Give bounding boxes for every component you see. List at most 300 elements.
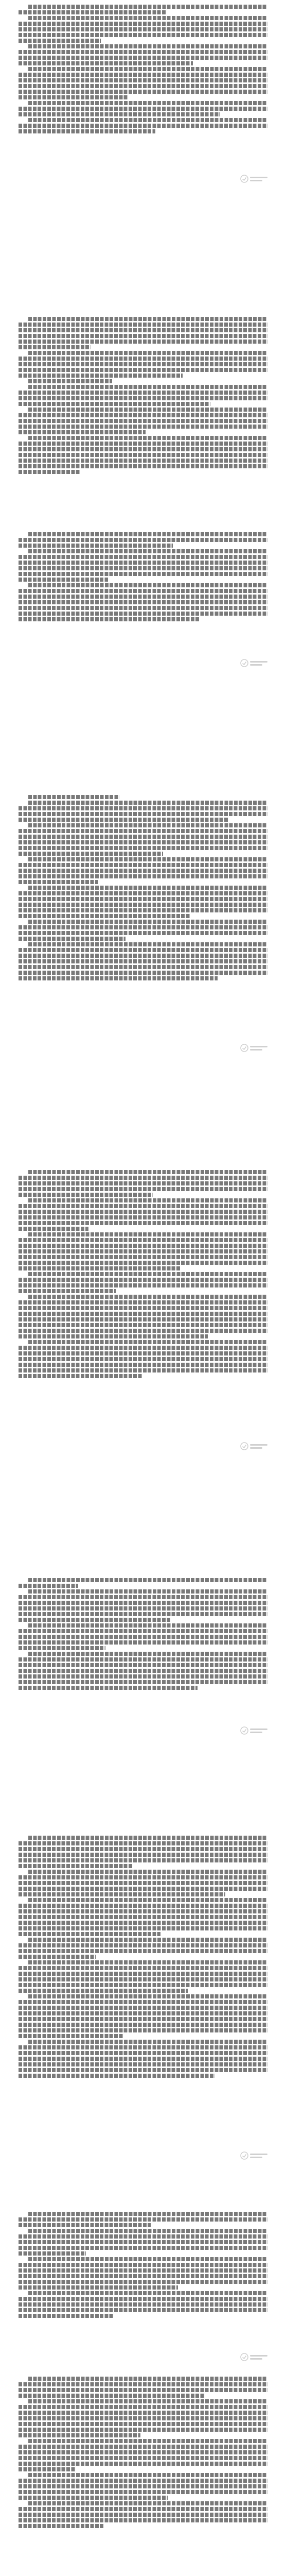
- text-line: [19, 1674, 267, 1679]
- text-line: [19, 1977, 267, 1981]
- text-line: [19, 971, 267, 975]
- text-line: [19, 464, 267, 468]
- paragraph: [0, 1623, 286, 1650]
- paragraph: [0, 436, 286, 474]
- text-line: [19, 2450, 267, 2454]
- text-line: [19, 1657, 267, 1662]
- text-line: [19, 1363, 267, 1367]
- text-line: [19, 2285, 178, 2290]
- text-line: [19, 1374, 143, 1378]
- text-line: [19, 544, 173, 548]
- text-line: [19, 84, 267, 88]
- paragraph: [0, 1198, 286, 1231]
- text-line: [19, 340, 267, 344]
- text-line: [19, 2074, 215, 2078]
- paragraph: [0, 1170, 286, 1197]
- text-line: [19, 470, 81, 474]
- paragraph: [0, 1870, 286, 1896]
- text-line: [19, 2034, 123, 2038]
- text-line: [19, 357, 267, 361]
- text-line: [28, 2212, 267, 2216]
- text-line: [19, 578, 108, 582]
- text-line: [19, 1932, 160, 1936]
- text-line: [19, 2411, 267, 2415]
- paragraph: [0, 2257, 286, 2290]
- text-line: [19, 937, 126, 941]
- text-line: [19, 1215, 267, 1219]
- text-line: [19, 914, 190, 918]
- watermark-logo-icon: [240, 1442, 270, 1451]
- text-line: [28, 532, 267, 536]
- text-line: [19, 129, 155, 133]
- text-line: [19, 1300, 267, 1304]
- text-line: [19, 2268, 267, 2273]
- paragraph: [0, 857, 286, 884]
- text-line: [19, 1266, 181, 1270]
- text-line: [28, 351, 267, 355]
- text-line: [19, 2023, 267, 2027]
- text-line: [19, 880, 98, 884]
- paragraph: [0, 1836, 286, 1868]
- text-line: [28, 2399, 267, 2403]
- text-line: [19, 2422, 267, 2426]
- paragraph: [0, 5, 286, 14]
- text-line: [19, 948, 267, 952]
- text-line: [19, 1312, 267, 1316]
- text-line: [19, 1584, 78, 1588]
- text-line: [19, 2006, 267, 2010]
- text-line: [19, 538, 267, 542]
- text-line: [19, 368, 267, 372]
- text-line: [19, 1618, 170, 1622]
- text-line: [19, 2068, 267, 2072]
- text-line: [19, 1289, 116, 1293]
- text-line: [19, 1261, 267, 1265]
- text-line: [19, 1892, 225, 1896]
- text-line: [19, 829, 267, 833]
- paragraph: [0, 351, 286, 378]
- text-line: [19, 976, 218, 980]
- paragraph: [0, 16, 286, 43]
- paragraph: [0, 385, 286, 406]
- paragraph: [0, 44, 286, 65]
- text-line: [28, 1960, 267, 1964]
- text-line: [19, 1227, 88, 1231]
- paragraph: [0, 2473, 286, 2500]
- text-line: [28, 2229, 267, 2233]
- text-line: [28, 1170, 267, 1174]
- text-line: [19, 1881, 267, 1885]
- text-line: [28, 436, 267, 440]
- text-line: [28, 886, 267, 890]
- text-line: [19, 1181, 267, 1185]
- text-line: [19, 2507, 267, 2511]
- text-line: [28, 1898, 267, 1902]
- text-line: [19, 1955, 96, 1959]
- text-line: [28, 101, 267, 105]
- text-line: [19, 419, 267, 423]
- text-line: [19, 1864, 133, 1868]
- text-line: [19, 345, 91, 349]
- text-line: [19, 863, 267, 867]
- text-line: [19, 2240, 267, 2244]
- text-line: [28, 942, 267, 946]
- text-line: [19, 1334, 208, 1338]
- text-line: [19, 362, 267, 366]
- text-line: [28, 2291, 267, 2295]
- text-line: [28, 2377, 267, 2381]
- text-line: [19, 2382, 267, 2386]
- text-line: [28, 1340, 267, 1344]
- text-line: [19, 959, 267, 963]
- text-line: [19, 1368, 267, 1372]
- text-line: [19, 2496, 168, 2500]
- paragraph: [0, 1232, 286, 1270]
- text-line: [19, 1841, 267, 1845]
- text-line: [28, 408, 267, 412]
- text-line: [19, 2028, 267, 2032]
- text-line: [19, 374, 183, 378]
- text-line: [19, 2223, 151, 2227]
- text-line: [19, 90, 267, 94]
- text-line: [19, 2297, 267, 2301]
- text-line: [19, 2518, 267, 2522]
- page-section: [0, 2375, 286, 2530]
- text-line: [19, 442, 267, 446]
- text-line: [19, 1210, 267, 1214]
- text-line: [19, 1915, 267, 1919]
- text-line: [19, 965, 267, 969]
- text-line: [19, 1204, 267, 1208]
- text-line: [19, 391, 267, 395]
- watermark-logo-icon: [240, 174, 270, 183]
- text-line: [19, 846, 267, 850]
- text-line: [28, 857, 267, 861]
- text-line: [19, 27, 267, 31]
- text-line: [19, 2314, 113, 2318]
- watermark-logo-icon: [240, 658, 270, 668]
- text-line: [28, 920, 267, 924]
- text-line: [19, 447, 267, 451]
- text-line: [19, 1278, 267, 1282]
- text-line: [19, 555, 267, 559]
- text-line: [19, 1601, 267, 1605]
- text-line: [19, 396, 267, 400]
- text-line: [19, 2057, 267, 2061]
- text-line: [19, 2479, 267, 2483]
- paragraph: [0, 1272, 286, 1293]
- text-line: [19, 1983, 267, 1987]
- text-line: [19, 50, 267, 54]
- text-line: [28, 1295, 267, 1299]
- page-section: [0, 793, 286, 982]
- text-line: [19, 1612, 267, 1616]
- text-line: [19, 2462, 267, 2466]
- text-line: [19, 617, 200, 621]
- text-line: [19, 334, 267, 338]
- text-line: [19, 112, 220, 116]
- paragraph: [0, 379, 286, 383]
- text-line: [19, 2416, 267, 2420]
- text-line: [19, 459, 267, 463]
- paragraph: [0, 583, 286, 621]
- text-line: [19, 2388, 267, 2392]
- text-line: [28, 801, 267, 805]
- text-line: [19, 1847, 267, 1851]
- page-section: [0, 531, 286, 623]
- text-line: [28, 2040, 267, 2044]
- paragraph: [0, 549, 286, 582]
- text-line: [19, 1187, 267, 1191]
- paragraph: [0, 2212, 286, 2227]
- paragraph: [0, 118, 286, 133]
- text-line: [28, 1578, 267, 1582]
- text-line: [28, 1836, 267, 1840]
- text-line: [19, 897, 267, 901]
- watermark-logo-icon: [240, 2352, 270, 2362]
- paragraph: [0, 2377, 286, 2398]
- text-line: [19, 1255, 267, 1259]
- text-line: [19, 561, 267, 565]
- text-line: [19, 1249, 267, 1253]
- text-line: [19, 806, 267, 810]
- text-line: [19, 1244, 267, 1248]
- text-line: [19, 2405, 267, 2409]
- text-line: [28, 1589, 267, 1594]
- text-line: [28, 2501, 267, 2505]
- text-line: [19, 2000, 267, 2004]
- text-line: [19, 453, 267, 457]
- text-line: [28, 1994, 267, 1998]
- text-line: [19, 425, 267, 429]
- text-line: [19, 2308, 267, 2312]
- text-line: [28, 2257, 267, 2261]
- text-line: [19, 61, 193, 65]
- text-line: [19, 891, 267, 895]
- text-line: [19, 1972, 267, 1976]
- paragraph: [0, 532, 286, 548]
- text-line: [19, 2251, 86, 2256]
- text-line: [19, 1306, 267, 1310]
- paragraph: [0, 1938, 286, 1959]
- text-line: [19, 1640, 267, 1645]
- text-line: [28, 1623, 267, 1628]
- text-line: [19, 2017, 267, 2021]
- text-line: [19, 2456, 267, 2460]
- text-line: [19, 1858, 267, 1862]
- text-line: [19, 1629, 267, 1633]
- text-line: [28, 44, 267, 48]
- text-line: [28, 118, 267, 122]
- text-line: [19, 1635, 267, 1639]
- paragraph: [0, 1898, 286, 1936]
- paragraph: [0, 2291, 286, 2318]
- text-line: [19, 595, 267, 599]
- text-line: [28, 1652, 267, 1656]
- text-line: [19, 2467, 76, 2471]
- text-line: [19, 95, 128, 99]
- text-line: [19, 925, 267, 929]
- page-section: [0, 2210, 286, 2319]
- text-line: [28, 1938, 267, 1942]
- paragraph: [0, 1340, 286, 1378]
- paragraph: [0, 317, 286, 349]
- text-line: [19, 10, 166, 14]
- paragraph: [0, 2399, 286, 2437]
- text-line: [19, 2246, 267, 2250]
- text-line: [19, 328, 267, 332]
- text-line: [19, 413, 267, 417]
- watermark-logo-icon: [240, 1726, 270, 1735]
- text-line: [19, 2513, 267, 2517]
- text-line: [19, 1686, 198, 1690]
- text-line: [19, 56, 267, 60]
- paragraph: [0, 886, 286, 918]
- text-line: [19, 572, 267, 576]
- text-line: [19, 73, 267, 77]
- page-section: [0, 1168, 286, 1380]
- text-line: [19, 1669, 267, 1673]
- text-line: [19, 1663, 267, 1667]
- paragraph: [0, 1295, 286, 1338]
- paragraph: [0, 2501, 286, 2528]
- page-section: [0, 1577, 286, 1691]
- text-line: [19, 589, 267, 593]
- text-line: [19, 78, 267, 82]
- text-line: [19, 2051, 267, 2055]
- paragraph: [0, 1589, 286, 1622]
- text-line: [19, 818, 228, 822]
- watermark-logo-icon: [240, 1043, 270, 1053]
- text-line: [19, 124, 267, 128]
- paragraph: [0, 67, 286, 99]
- paragraph: [0, 920, 286, 941]
- text-line: [19, 566, 267, 570]
- text-line: [19, 600, 267, 604]
- text-line: [28, 823, 267, 827]
- paragraph: [0, 2439, 286, 2471]
- watermark-logo-icon: [240, 2151, 270, 2160]
- text-line: [19, 2302, 267, 2307]
- text-line: [19, 835, 267, 839]
- text-line: [28, 583, 267, 587]
- text-line: [19, 1909, 267, 1913]
- text-line: [28, 1232, 267, 1236]
- text-line: [28, 1198, 267, 1202]
- text-line: [19, 1176, 267, 1180]
- text-line: [28, 795, 119, 799]
- text-line: [19, 852, 163, 856]
- text-line: [19, 2045, 267, 2049]
- text-line: [19, 606, 267, 610]
- text-line: [19, 430, 146, 434]
- text-line: [19, 39, 101, 43]
- text-line: [28, 2439, 267, 2443]
- text-line: [19, 869, 267, 873]
- text-line: [28, 1870, 267, 1874]
- text-line: [28, 5, 267, 9]
- paragraph: [0, 101, 286, 116]
- paragraph: [0, 1652, 286, 1690]
- text-line: [19, 2524, 103, 2528]
- text-line: [19, 1323, 267, 1327]
- text-line: [28, 2473, 267, 2477]
- text-line: [19, 1853, 267, 1857]
- paragraph: [0, 408, 286, 434]
- paragraph: [0, 2229, 286, 2256]
- text-line: [19, 1926, 267, 1930]
- text-line: [19, 1221, 267, 1225]
- text-line: [19, 1887, 267, 1891]
- text-line: [19, 812, 267, 816]
- text-line: [19, 1943, 267, 1947]
- paragraph: [0, 801, 286, 822]
- text-line: [19, 22, 267, 26]
- text-line: [19, 2274, 267, 2278]
- text-line: [19, 1595, 267, 1599]
- text-line: [19, 323, 267, 327]
- text-line: [28, 1272, 267, 1276]
- paragraph: [0, 823, 286, 856]
- text-line: [19, 903, 267, 907]
- paragraph: [0, 1578, 286, 1588]
- page-section: [0, 1834, 286, 2079]
- paragraph: [0, 942, 286, 980]
- page-section: [0, 3, 286, 135]
- text-line: [19, 33, 267, 37]
- text-line: [28, 317, 267, 321]
- text-line: [19, 2445, 267, 2449]
- text-line: [19, 2433, 140, 2437]
- paragraph: [0, 1960, 286, 1993]
- text-line: [19, 612, 267, 616]
- text-line: [19, 1346, 267, 1350]
- text-line: [19, 1606, 267, 1611]
- text-line: [19, 2280, 267, 2284]
- text-line: [19, 1238, 267, 1242]
- text-line: [19, 1921, 267, 1925]
- text-line: [19, 1904, 267, 1908]
- text-line: [19, 2490, 267, 2494]
- paragraph: [0, 795, 286, 799]
- text-line: [19, 1680, 267, 1684]
- text-line: [19, 402, 210, 406]
- text-line: [19, 1193, 153, 1197]
- text-line: [19, 954, 267, 958]
- text-line: [19, 2263, 267, 2267]
- text-line: [19, 107, 267, 111]
- text-line: [19, 1949, 267, 1953]
- text-line: [28, 549, 267, 553]
- text-line: [28, 385, 267, 389]
- text-line: [19, 2011, 267, 2015]
- paragraph: [0, 1994, 286, 2038]
- text-line: [19, 874, 267, 878]
- text-line: [19, 1966, 267, 1970]
- page-section: [0, 315, 286, 476]
- text-line: [19, 1351, 267, 1355]
- text-line: [19, 908, 267, 912]
- text-line: [19, 2484, 267, 2488]
- paragraph: [0, 2040, 286, 2078]
- text-line: [19, 1329, 267, 1333]
- text-line: [28, 379, 112, 383]
- text-line: [19, 2394, 205, 2398]
- text-line: [19, 1875, 267, 1879]
- text-line: [19, 2062, 267, 2066]
- text-line: [19, 1646, 105, 1650]
- text-line: [19, 2217, 267, 2222]
